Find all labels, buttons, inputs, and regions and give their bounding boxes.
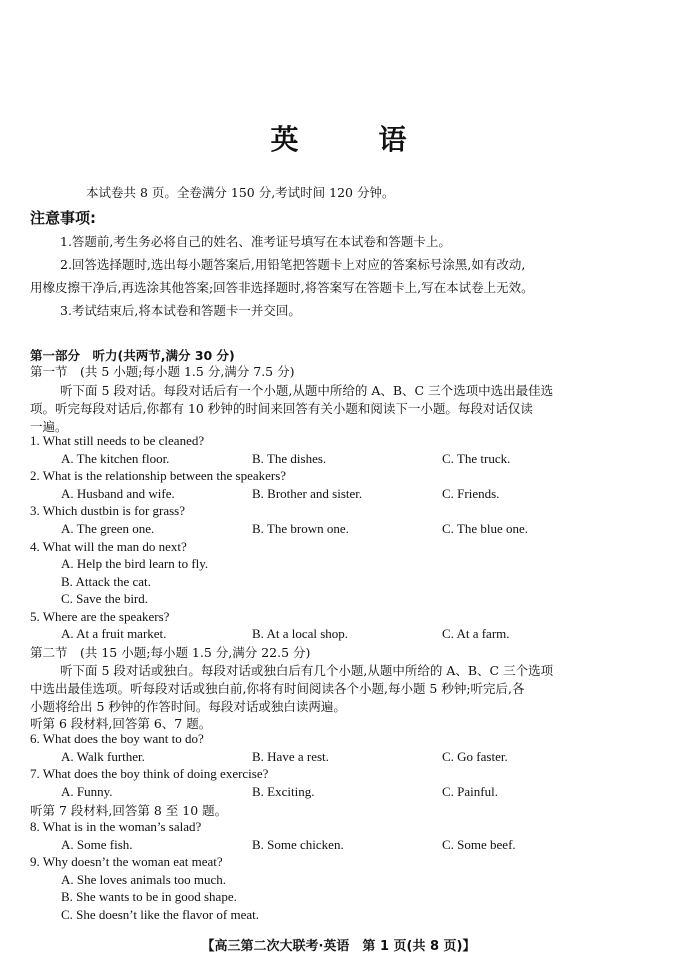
notice-item: 用橡皮擦干净后,再选涂其他答案;回答非选择题时,将答案写在答题卡上,写在本试卷上无效。 [30, 280, 534, 295]
option-a: A. At a fruit market. [61, 626, 167, 641]
option-a: A. The green one. [61, 521, 155, 536]
option-a: A. Help the bird learn to fly. [61, 556, 209, 571]
option-b: B. At a local shop. [252, 626, 349, 641]
section1-heading: 第一节 (共 5 小题;每小题 1.5 分,满分 7.5 分) [30, 364, 295, 379]
section1-instruction: 项。听完每段对话后,你都有 10 秒钟的时间来回答有关小题和阅读下一小题。每段对话仅读 [30, 401, 533, 416]
notice-item: 3.考试结束后,将本试卷和答题卡一并交回。 [60, 303, 301, 318]
page-title: 英 语 [270, 123, 433, 156]
option-c: C. The truck. [442, 451, 511, 466]
option-b: B. Exciting. [252, 784, 315, 799]
option-c: C. At a farm. [442, 626, 510, 641]
question-6: 6. What does the boy want to do? [30, 731, 204, 746]
option-b: B. The dishes. [252, 451, 327, 466]
option-c: C. Friends. [442, 486, 500, 501]
question-3: 3. Which dustbin is for grass? [30, 503, 186, 518]
option-c: C. Save the bird. [61, 591, 149, 606]
option-b: B. The brown one. [252, 521, 349, 536]
question-7: 7. What does the boy think of doing exercise? [30, 766, 269, 781]
question-1: 1. What still needs to be cleaned? [30, 433, 205, 448]
question-8: 8. What is in the woman’s salad? [30, 819, 202, 834]
question-4: 4. What will the man do next? [30, 539, 187, 554]
notice-item: 1.答题前,考生务必将自己的姓名、准考证号填写在本试卷和答题卡上。 [60, 234, 451, 249]
material-7-note: 听第 7 段材料,回答第 8 至 10 题。 [30, 803, 228, 818]
section1-instruction: 一遍。 [30, 419, 68, 434]
question-5: 5. Where are the speakers? [30, 609, 170, 624]
option-c: C. Go faster. [442, 749, 508, 764]
option-a: A. Husband and wife. [61, 486, 175, 501]
option-a: A. She loves animals too much. [61, 872, 227, 887]
option-c: C. She doesn’t like the flavor of meat. [61, 907, 259, 922]
section2-instruction: 听下面 5 段对话或独白。每段对话或独白后有几个小题,从题中所给的 A、B、C 三个选项 [60, 663, 554, 678]
option-b: B. Have a rest. [252, 749, 329, 764]
option-c: C. The blue one. [442, 521, 529, 536]
question-2: 2. What is the relationship between the speakers? [30, 468, 287, 483]
option-b: B. Some chicken. [252, 837, 344, 852]
section2-instruction: 中选出最佳选项。听每段对话或独白前,你将有时间阅读各个小题,每小题 5 秒钟;听完后,各 [30, 681, 525, 696]
option-a: A. Funny. [61, 784, 113, 799]
option-c: C. Some beef. [442, 837, 516, 852]
notice-item: 2.回答选择题时,选出每小题答案后,用铅笔把答题卡上对应的答案标号涂黑,如有改动, [60, 257, 526, 272]
material-6-note: 听第 6 段材料,回答第 6、7 题。 [30, 716, 212, 731]
section2-instruction: 小题将给出 5 秒钟的作答时间。每段对话或独白读两遍。 [30, 699, 346, 714]
part1-heading: 第一部分 听力(共两节,满分 30 分) [30, 348, 235, 363]
notice-heading: 注意事项: [30, 209, 96, 227]
option-b: B. Brother and sister. [252, 486, 363, 501]
option-a: A. The kitchen floor. [61, 451, 170, 466]
page-footer: 【高三第二次大联考·英语 第 1 页(共 8 页)】 [201, 939, 476, 954]
option-b: B. Attack the cat. [61, 574, 151, 589]
option-a: A. Some fish. [61, 837, 133, 852]
question-9: 9. Why doesn’t the woman eat meat? [30, 854, 223, 869]
exam-intro: 本试卷共 8 页。全卷满分 150 分,考试时间 120 分钟。 [86, 185, 395, 200]
option-b: B. She wants to be in good shape. [61, 889, 237, 904]
option-a: A. Walk further. [61, 749, 145, 764]
section1-instruction: 听下面 5 段对话。每段对话后有一个小题,从题中所给的 A、B、C 三个选项中选出最佳选 [60, 383, 554, 398]
section2-heading: 第二节 (共 15 小题;每小题 1.5 分,满分 22.5 分) [30, 645, 311, 660]
option-c: C. Painful. [442, 784, 498, 799]
